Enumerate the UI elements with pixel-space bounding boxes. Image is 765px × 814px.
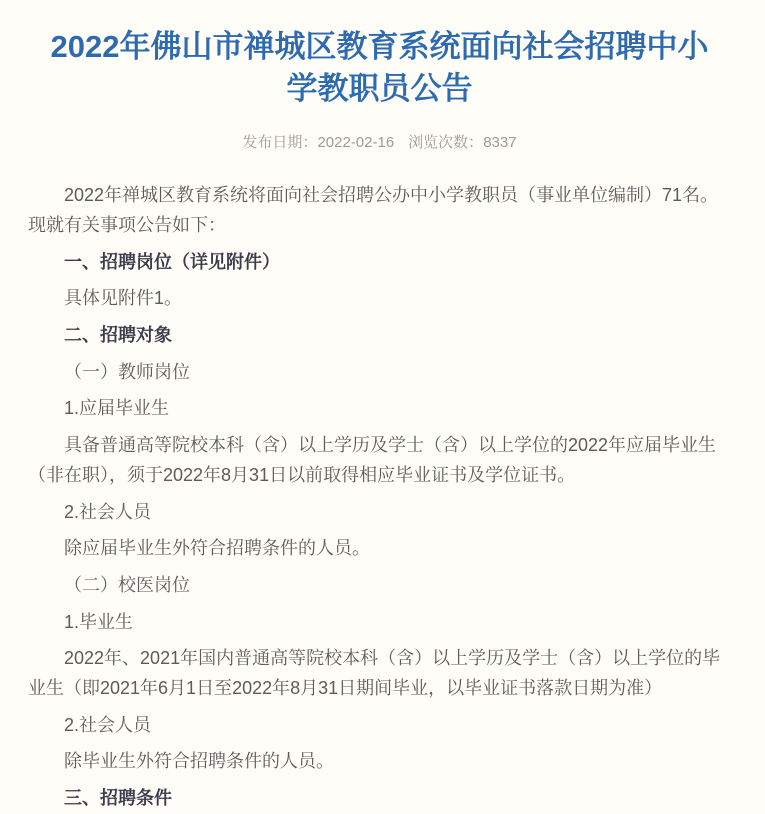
publish-date-value: 2022-02-16 <box>317 134 395 152</box>
subsection-teacher: （一）教师岗位 <box>64 361 190 382</box>
page-title: 2022年佛山市禅城区教育系统面向社会招聘中小学教职员公告 <box>50 29 709 107</box>
paragraph-attachment: 具体见附件1。 <box>64 288 183 309</box>
publish-date-label: 发布日期： <box>242 134 318 152</box>
item-fresh-graduate: 1.应届毕业生 <box>64 398 170 419</box>
publish-meta <box>28 132 731 153</box>
subsection-doctor: （二）校医岗位 <box>64 574 190 595</box>
item-social-1: 2.社会人员 <box>64 501 152 522</box>
item-graduate: 1.毕业生 <box>64 611 134 632</box>
paragraph-social-2: 除毕业生外符合招聘条件的人员。 <box>64 751 334 772</box>
views-label: 浏览次数： <box>408 134 484 152</box>
section-heading-2: 二、招聘对象 <box>64 325 172 346</box>
section-heading-1: 一、招聘岗位（详见附件） <box>64 251 280 272</box>
item-social-2: 2.社会人员 <box>64 714 152 735</box>
views-value: 8337 <box>483 134 517 152</box>
publish-date-group <box>242 134 394 151</box>
paragraph-doctor-req: 2022年、2021年国内普通高等院校本科（含）以上学历及学士（含）以上学位的毕业生（即2021年6月1日至2022年8月31日期间毕业，以毕业证书落款日期为准） <box>28 648 721 698</box>
section-heading-3: 三、招聘条件 <box>64 788 172 808</box>
paragraph-social-1: 除应届毕业生外符合招聘条件的人员。 <box>64 538 370 559</box>
paragraph-teacher-req: 具备普通高等院校本科（含）以上学历及学士（含）以上学位的2022年应届毕业生（非在职），须于2022年8月31日以前取得相应毕业证书及学位证书。 <box>28 435 717 485</box>
paragraph-intro: 2022年禅城区教育系统将面向社会招聘公办中小学教职员（事业单位编制）71名。现就有关事项公告如下： <box>28 185 719 235</box>
announcement-body <box>28 181 731 813</box>
views-group <box>408 134 516 151</box>
